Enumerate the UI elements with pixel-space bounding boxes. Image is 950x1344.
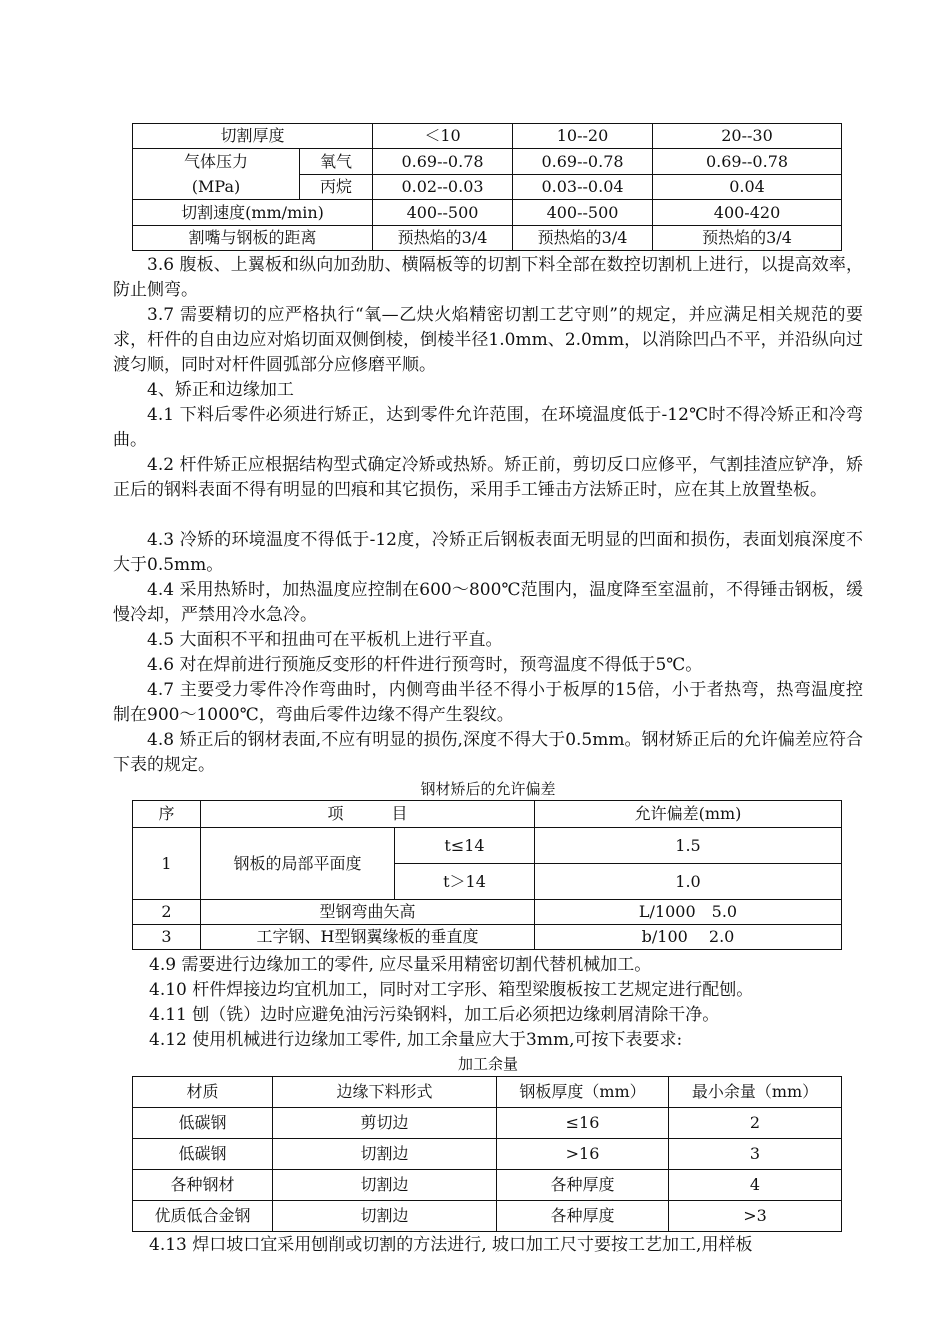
distance-value: 预热焰的3/4 bbox=[513, 226, 653, 251]
gas-pressure-label: 气体压力 bbox=[183, 152, 248, 171]
header-plate-thickness: 钢板厚度（mm） bbox=[497, 1077, 669, 1108]
paragraph-4-12: 4.12 使用机械进行边缘加工零件, 加工余量应大于3mm,可按下表要求: bbox=[149, 1030, 683, 1050]
table-cell: ≤16 bbox=[497, 1108, 669, 1139]
row3-val: b/100 2.0 bbox=[535, 925, 842, 950]
paragraph-3-6: 3.6 腹板、上翼板和纵向加劲肋、横隔板等的切割下料全部在数控切割机上进行，以提高效率，防止侧弯。 bbox=[113, 255, 863, 300]
header-edge-form: 边缘下料形式 bbox=[273, 1077, 497, 1108]
table-cell: 低碳钢 bbox=[133, 1139, 273, 1170]
row1-val2: 1.0 bbox=[535, 864, 842, 900]
oxygen-value: 0.69--0.78 bbox=[653, 149, 842, 175]
header-item: 项 目 bbox=[201, 801, 535, 828]
distance-value: 预热焰的3/4 bbox=[373, 226, 513, 251]
machining-allowance-table bbox=[132, 1076, 842, 1232]
propane-value: 0.03--0.04 bbox=[513, 174, 653, 200]
table-cell: 4 bbox=[669, 1170, 842, 1201]
table-cell: 低碳钢 bbox=[133, 1108, 273, 1139]
gas-pressure-unit: (MPa) bbox=[191, 177, 241, 196]
oxygen-value: 0.69--0.78 bbox=[373, 149, 513, 175]
table-cell: 剪切边 bbox=[273, 1108, 497, 1139]
row3-seq: 3 bbox=[133, 925, 201, 950]
paragraph-4-3: 4.3 冷矫的环境温度不得低于-12度，冷矫正后钢板表面无明显的凹面和损伤，表面划痕深度不大于0.5mm。 bbox=[113, 530, 863, 575]
row2-val: L/1000 5.0 bbox=[535, 900, 842, 925]
row1-seq: 1 bbox=[133, 828, 201, 900]
table2-caption: 钢材矫后的允许偏差 bbox=[420, 780, 556, 798]
oxygen-label: 氧气 bbox=[300, 149, 373, 175]
distance-label: 割嘴与钢板的距离 bbox=[133, 226, 373, 251]
header-material: 材质 bbox=[133, 1077, 273, 1108]
header-tolerance: 允许偏差(mm) bbox=[535, 801, 842, 828]
speed-label: 切割速度(mm/min) bbox=[133, 200, 373, 226]
row1-sub2: t＞14 bbox=[395, 864, 535, 900]
table-cell: 切割边 bbox=[273, 1201, 497, 1232]
table-cell: 优质低合金钢 bbox=[133, 1201, 273, 1232]
distance-value: 预热焰的3/4 bbox=[653, 226, 842, 251]
paragraph-4-7: 4.7 主要受力零件冷作弯曲时，内侧弯曲半径不得小于板厚的15倍，小于者热弯，热弯温度控制在900～1000℃，弯曲后零件边缘不得产生裂纹。 bbox=[113, 680, 863, 725]
row2-item: 型钢弯曲矢高 bbox=[201, 900, 535, 925]
table-cell: 2 bbox=[669, 1108, 842, 1139]
table-cell: 切割边 bbox=[273, 1170, 497, 1201]
table3-caption: 加工余量 bbox=[457, 1055, 518, 1073]
table-cell: 各种钢材 bbox=[133, 1170, 273, 1201]
table-cell: 各种厚度 bbox=[497, 1170, 669, 1201]
paragraph-4-9: 4.9 需要进行边缘加工的零件, 应尽量采用精密切割代替机械加工。 bbox=[149, 955, 652, 975]
paragraph-4-8: 4.8 矫正后的钢材表面,不应有明显的损伤,深度不得大于0.5mm。钢材矫正后的允许偏差应符合下表的规定。 bbox=[113, 730, 863, 775]
row3-item: 工字钢、H型钢翼缘板的垂直度 bbox=[201, 925, 535, 950]
speed-value: 400--500 bbox=[373, 200, 513, 226]
propane-value: 0.02--0.03 bbox=[373, 174, 513, 200]
oxygen-value: 0.69--0.78 bbox=[513, 149, 653, 175]
header-thickness-lt10: ＜10 bbox=[373, 124, 513, 149]
header-thickness-10-20: 10--20 bbox=[513, 124, 653, 149]
paragraph-4-13: 4.13 焊口坡口宜采用刨削或切割的方法进行, 坡口加工尺寸要按工艺加工,用样板 bbox=[149, 1235, 753, 1255]
paragraph-4-2: 4.2 杆件矫正应根据结构型式确定冷矫或热矫。矫正前，剪切反口应修平，气割挂渣应铲净，矫正后的钢料表面不得有明显的凹痕和其它损伤，采用手工锤击方法矫正时，应在其上放置垫板。 bbox=[113, 455, 863, 500]
speed-value: 400-420 bbox=[653, 200, 842, 226]
table-cell: 各种厚度 bbox=[497, 1201, 669, 1232]
row2-seq: 2 bbox=[133, 900, 201, 925]
paragraph-4-4: 4.4 采用热矫时，加热温度应控制在600～800℃范围内，温度降至室温前，不得锤击钢板，缓慢冷却，严禁用冷水急冷。 bbox=[113, 580, 863, 625]
paragraph-4-1: 4.1 下料后零件必须进行矫正，达到零件允许范围，在环境温度低于-12℃时不得冷矫正和冷弯曲。 bbox=[113, 405, 863, 450]
speed-value: 400--500 bbox=[513, 200, 653, 226]
paragraph-4-5: 4.5 大面积不平和扭曲可在平板机上进行平直。 bbox=[147, 630, 503, 650]
paragraph-3-7: 3.7 需要精切的应严格执行“氧—乙炔火焰精密切割工艺守则”的规定，并应满足相关规范的要求，杆件的自由边应对焰切面双侧倒棱，倒棱半径1.0mm、2.0mm，以消除凹凸不平，并沿纵向过渡匀顺，同时对杆件圆弧部分应修磨平顺。 bbox=[113, 305, 863, 375]
paragraph-4-11: 4.11 刨（铣）边时应避免油污污染钢料，加工后必须把边缘刺屑清除干净。 bbox=[149, 1005, 720, 1025]
straightening-tolerance-table bbox=[132, 800, 842, 950]
row1-item: 钢板的局部平面度 bbox=[201, 828, 395, 900]
cutting-parameters-table bbox=[132, 123, 842, 251]
paragraph-4-6: 4.6 对在焊前进行预施反变形的杆件进行预弯时，预弯温度不得低于5℃。 bbox=[147, 655, 703, 675]
table-cell: 3 bbox=[669, 1139, 842, 1170]
paragraph-4-10: 4.10 杆件焊接边均宜机加工，同时对工字形、箱型梁腹板按工艺规定进行配刨。 bbox=[149, 980, 754, 1000]
table-cell: >3 bbox=[669, 1201, 842, 1232]
section-heading-4: 4、矫正和边缘加工 bbox=[147, 380, 294, 400]
table-cell: >16 bbox=[497, 1139, 669, 1170]
row1-val1: 1.5 bbox=[535, 828, 842, 864]
propane-value: 0.04 bbox=[653, 174, 842, 200]
header-thickness: 切割厚度 bbox=[133, 124, 373, 149]
header-thickness-20-30: 20--30 bbox=[653, 124, 842, 149]
table-cell: 切割边 bbox=[273, 1139, 497, 1170]
header-seq: 序 bbox=[133, 801, 201, 828]
header-min-allowance: 最小余量（mm） bbox=[669, 1077, 842, 1108]
gas-pressure-cell bbox=[133, 149, 300, 200]
propane-label: 丙烷 bbox=[300, 174, 373, 200]
row1-sub1: t≤14 bbox=[395, 828, 535, 864]
